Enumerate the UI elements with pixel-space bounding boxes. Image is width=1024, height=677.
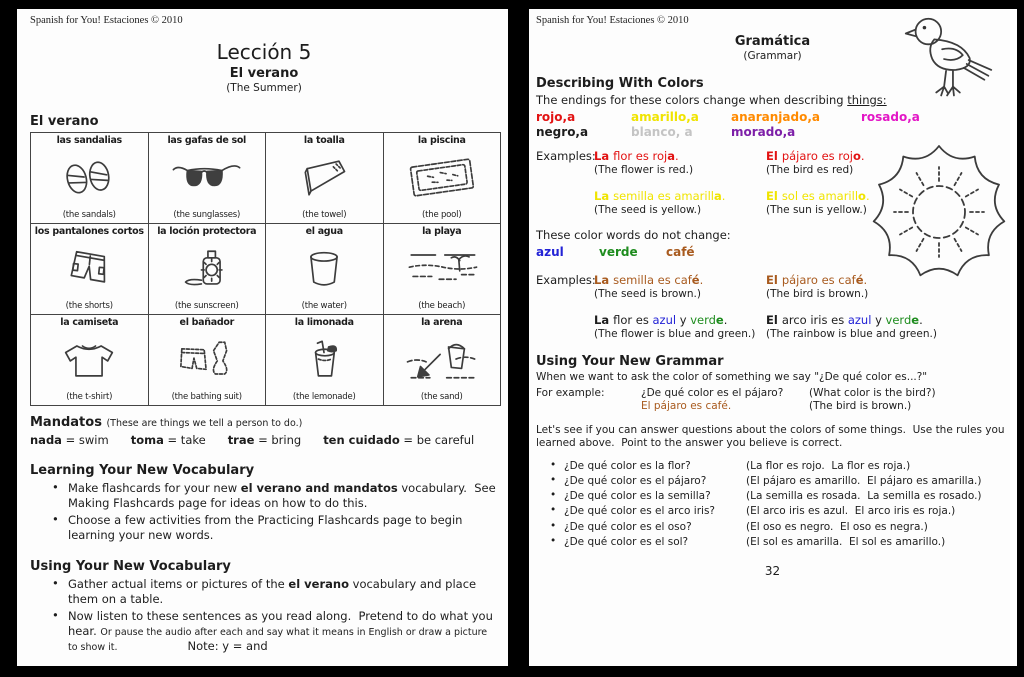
vocab-cell bbox=[266, 224, 384, 315]
water-icon bbox=[282, 237, 366, 301]
vocab-term-en: (the lemonade) bbox=[292, 392, 356, 402]
text-segment: = take bbox=[163, 433, 206, 447]
text-segment: pájaro es roj bbox=[781, 148, 853, 163]
text-segment: semilla es amarill bbox=[613, 188, 714, 203]
vocab-term-es: los pantalones cortos bbox=[34, 226, 144, 237]
lesson-subtitle-es: El verano bbox=[229, 66, 299, 81]
practice-question-list bbox=[550, 459, 1009, 550]
mandato-item bbox=[323, 433, 474, 447]
text-segment: . bbox=[699, 272, 704, 287]
vocab-term-en: (the sunscreen) bbox=[174, 301, 239, 311]
question-item bbox=[550, 489, 1009, 504]
vocab-cell bbox=[266, 315, 384, 406]
sandals-icon bbox=[47, 146, 131, 210]
sunglasses-icon bbox=[165, 146, 249, 210]
question-item bbox=[550, 520, 1009, 535]
vocab-cell bbox=[266, 133, 384, 224]
text-segment: ten cuidado bbox=[323, 433, 400, 447]
bullet-item bbox=[52, 577, 498, 606]
vocab-term-es: las sandalias bbox=[56, 135, 122, 146]
text-segment: vocabulary. See Making Flashcards page for ideas on how to do this. bbox=[68, 481, 500, 510]
text-segment: a bbox=[667, 148, 675, 163]
vocab-term-es: la playa bbox=[422, 226, 462, 237]
using-heading: Using Your New Vocabulary bbox=[30, 558, 231, 574]
right-page bbox=[529, 9, 1017, 666]
mandatos-heading bbox=[30, 415, 498, 430]
towel-icon bbox=[282, 146, 366, 210]
vocab-term-en: (the sand) bbox=[420, 392, 463, 402]
text-segment: o bbox=[858, 188, 866, 203]
example-en: (The flower is blue and green.) bbox=[594, 327, 756, 340]
text-segment: . bbox=[919, 312, 923, 327]
using-bullet-list bbox=[52, 577, 498, 654]
text-segment: é bbox=[691, 272, 700, 287]
sunscreen-icon bbox=[165, 237, 249, 301]
for-example-answer-en: (The bird is brown.) bbox=[809, 399, 912, 412]
page-number: 32 bbox=[764, 564, 781, 579]
vocab-term-es: el bañador bbox=[179, 317, 234, 328]
vocab-term-es: la camiseta bbox=[60, 317, 119, 328]
example-en: (The bird es red) bbox=[766, 163, 854, 176]
practice-intro: Let's see if you can answer questions about the colors of some things. Use the rules you learned above. Point to the answer you believe is correct. bbox=[536, 423, 1008, 450]
text-segment: el verano bbox=[288, 576, 349, 591]
sand-icon bbox=[400, 328, 484, 392]
vocab-cell bbox=[149, 224, 267, 315]
example-en: (The seed is brown.) bbox=[594, 287, 701, 300]
example-en: (The flower is red.) bbox=[594, 163, 694, 176]
grammar-title: Gramática bbox=[734, 34, 811, 49]
vocab-term-en: (the t-shirt) bbox=[66, 392, 113, 402]
vocab-cell bbox=[384, 224, 502, 315]
color-word: blanco, a bbox=[631, 124, 693, 139]
text-segment: e bbox=[911, 312, 920, 327]
text-segment: Choose a few activities from the Practicing Flashcards page to begin learning your new words. bbox=[68, 513, 467, 543]
examples-label bbox=[536, 189, 594, 216]
example-sentence bbox=[766, 313, 1009, 340]
answer-options: (La semilla es rosada. La semilla es rosado.) bbox=[746, 490, 982, 503]
text-segment: verd bbox=[885, 312, 912, 327]
text-segment: La bbox=[594, 312, 614, 327]
copyright-header: Spanish for You! Estaciones © 2010 bbox=[30, 15, 183, 26]
text-segment: y bbox=[676, 312, 691, 327]
for-example-question-en: (What color is the bird?) bbox=[809, 386, 936, 399]
text-segment: La bbox=[594, 148, 614, 163]
vocab-term-en: (the shorts) bbox=[65, 301, 113, 311]
for-example-question: ¿De qué color es el pájaro? bbox=[641, 386, 784, 399]
text-segment: . bbox=[863, 272, 868, 287]
question-es: • ¿De qué color es el pájaro? bbox=[564, 475, 707, 488]
shorts-icon bbox=[47, 237, 131, 301]
question-item bbox=[550, 535, 1009, 550]
for-example-answer: El pájaro es café. bbox=[641, 399, 732, 412]
changing-colors-row2 bbox=[536, 125, 1009, 139]
color-word: negro,a bbox=[536, 124, 589, 139]
example-en: (The sun is yellow.) bbox=[766, 203, 867, 216]
lesson-title: Lección 5 bbox=[216, 40, 312, 64]
example-sentence bbox=[594, 273, 766, 300]
bird-drawing-icon bbox=[891, 13, 1009, 113]
text-segment: = swim bbox=[61, 433, 109, 447]
grammar-section-heading: Using Your New Grammar bbox=[536, 353, 724, 369]
text-segment: . bbox=[865, 188, 870, 203]
text-segment: . bbox=[723, 312, 728, 327]
text-segment: y bbox=[871, 312, 886, 327]
vocab-cell bbox=[384, 133, 502, 224]
copyright-header: Spanish for You! Estaciones © 2010 bbox=[536, 15, 689, 26]
examples-label bbox=[536, 313, 594, 340]
example-es bbox=[594, 273, 766, 287]
text-segment: e bbox=[715, 312, 724, 327]
text-segment: things: bbox=[847, 93, 887, 107]
answer-options: (El sol es amarilla. El sol es amarillo.) bbox=[746, 535, 946, 548]
answer-options: (El arco iris es azul. El arco iris es roja.) bbox=[746, 505, 956, 518]
example-en: (The rainbow is blue and green.) bbox=[766, 327, 937, 340]
text-segment: semilla es caf bbox=[613, 272, 692, 287]
text-segment: Make flashcards for your new bbox=[68, 481, 241, 495]
text-segment: = bring bbox=[254, 433, 302, 447]
answer-options: (La flor es rojo. La flor es roja.) bbox=[746, 459, 911, 472]
example-sentence bbox=[594, 189, 766, 216]
vocab-table bbox=[30, 132, 501, 406]
mandatos-heading-label: Mandatos bbox=[30, 415, 102, 430]
text-segment: El bbox=[766, 312, 782, 327]
question-item bbox=[550, 504, 1009, 519]
text-segment: verd bbox=[690, 312, 716, 327]
vocab-cell bbox=[31, 133, 149, 224]
text-segment: . bbox=[674, 148, 679, 163]
for-example-label: For example: bbox=[536, 386, 605, 399]
describing-heading: Describing With Colors bbox=[536, 76, 704, 91]
vocab-cell bbox=[31, 224, 149, 315]
example-es bbox=[594, 189, 766, 203]
example-es bbox=[766, 313, 1009, 327]
vocab-cell bbox=[384, 315, 502, 406]
text-segment: nada bbox=[30, 433, 62, 447]
vocab-term-en: (the pool) bbox=[422, 210, 462, 220]
color-word: café bbox=[666, 244, 695, 259]
answer-options: (El oso es negro. El oso es negra.) bbox=[746, 520, 928, 533]
vocab-term-es: el agua bbox=[305, 226, 343, 237]
text-segment: = be careful bbox=[399, 433, 475, 447]
beach-icon bbox=[400, 237, 484, 301]
text-segment: azul bbox=[652, 312, 677, 327]
learning-bullet-list bbox=[52, 481, 498, 543]
color-word: amarillo,a bbox=[631, 109, 699, 124]
text-segment: o bbox=[853, 148, 861, 163]
examples-label: Examples: bbox=[536, 148, 596, 163]
question-item bbox=[550, 459, 1009, 474]
question-es: • ¿De qué color es el oso? bbox=[564, 520, 692, 533]
text-segment: La bbox=[594, 188, 614, 203]
lesson-subtitle-en: (The Summer) bbox=[226, 82, 302, 94]
example-en: (The seed is yellow.) bbox=[594, 203, 702, 216]
tshirt-icon bbox=[47, 328, 131, 392]
vocab-term-es: la toalla bbox=[303, 135, 345, 146]
color-word: azul bbox=[536, 244, 564, 259]
text-segment: a bbox=[713, 188, 722, 203]
example-es bbox=[594, 149, 766, 163]
question-es: • ¿De qué color es la semilla? bbox=[564, 490, 711, 503]
question-item bbox=[550, 474, 1009, 489]
bullet-item bbox=[52, 513, 498, 542]
answer-options: (El pájaro es amarillo. El pájaro es amarilla.) bbox=[746, 475, 982, 488]
text-segment: Note: y = and bbox=[187, 639, 268, 654]
bullet-item bbox=[52, 481, 498, 510]
text-segment: azul bbox=[847, 312, 872, 327]
vocab-cell bbox=[149, 315, 267, 406]
question-es: • ¿De qué color es el arco iris? bbox=[564, 505, 715, 518]
example-en: (The bird is brown.) bbox=[766, 287, 869, 300]
vocab-section-heading: El verano bbox=[30, 114, 99, 129]
text-segment: arco iris es bbox=[781, 312, 848, 327]
vocab-term-en: (the sunglasses) bbox=[173, 210, 241, 220]
unchanging-intro: These color words do not change: bbox=[536, 227, 731, 242]
text-segment: El bbox=[766, 148, 782, 163]
question-es: • ¿De qué color es el sol? bbox=[564, 535, 689, 548]
text-segment: The endings for these colors change when describing bbox=[536, 93, 848, 107]
for-example-block bbox=[536, 387, 1009, 412]
text-segment: Gather actual items or pictures of the bbox=[68, 576, 289, 591]
mandatos-list bbox=[30, 433, 498, 447]
color-word: rojo,a bbox=[536, 109, 576, 124]
text-segment: flor es roj bbox=[613, 148, 668, 163]
example-sentence bbox=[594, 149, 766, 176]
text-segment: vocabulary and place them on a table. bbox=[68, 576, 480, 606]
vocab-term-es: la arena bbox=[421, 317, 463, 328]
vocab-term-es: la limonada bbox=[294, 317, 354, 328]
pool-icon bbox=[400, 146, 484, 210]
left-page bbox=[17, 9, 508, 666]
vocab-term-en: (the bathing suit) bbox=[171, 392, 242, 402]
vocab-term-es: la loción protectora bbox=[157, 226, 257, 237]
mandato-item bbox=[131, 433, 206, 447]
text-segment: pájaro es caf bbox=[781, 272, 856, 287]
example-es bbox=[594, 313, 766, 327]
vocab-term-es: la piscina bbox=[417, 135, 466, 146]
mandatos-heading-note: (These are things we tell a person to do.) bbox=[106, 418, 303, 429]
ask-intro: When we want to ask the color of something we say "¿De qué color es...?" bbox=[536, 370, 928, 383]
sun-drawing-icon bbox=[860, 142, 1015, 284]
text-segment: el verano and mandatos bbox=[240, 481, 398, 495]
color-word: rosado,a bbox=[861, 109, 920, 124]
examples-label: Examples: bbox=[536, 272, 596, 287]
vocab-term-en: (the water) bbox=[301, 301, 347, 311]
vocab-term-en: (the beach) bbox=[418, 301, 466, 311]
text-segment: . bbox=[860, 148, 865, 163]
vocab-cell bbox=[149, 133, 267, 224]
color-word: verde bbox=[599, 244, 638, 259]
text-segment: Now listen to these sentences as you read along. Pretend to do what you hear. bbox=[68, 609, 497, 639]
text-segment: Or pause the audio after each and say what it means in English or draw a picture to show it. bbox=[68, 627, 491, 654]
vocab-term-en: (the sandals) bbox=[62, 210, 116, 220]
text-segment: trae bbox=[227, 433, 255, 447]
text-segment: La bbox=[594, 272, 614, 287]
grammar-title-en: (Grammar) bbox=[743, 50, 802, 62]
mandato-item bbox=[228, 433, 302, 447]
text-segment: é bbox=[855, 272, 864, 287]
vocab-cell bbox=[31, 315, 149, 406]
text-segment: El bbox=[766, 188, 782, 203]
text-segment: toma bbox=[130, 433, 164, 447]
lemonade-icon bbox=[282, 328, 366, 392]
text-segment: sol es amarill bbox=[781, 188, 859, 203]
text-segment: flor es bbox=[613, 312, 653, 327]
mandato-item bbox=[30, 433, 109, 447]
bullet-item bbox=[52, 609, 498, 654]
bathingsuit-icon bbox=[165, 328, 249, 392]
color-word: anaranjado,a bbox=[731, 109, 820, 124]
question-es: • ¿De qué color es la flor? bbox=[564, 459, 691, 472]
vocab-term-en: (the towel) bbox=[302, 210, 347, 220]
example-sentence bbox=[594, 313, 766, 340]
text-segment: . bbox=[721, 188, 726, 203]
learning-heading: Learning Your New Vocabulary bbox=[30, 463, 255, 478]
vocab-term-es: las gafas de sol bbox=[167, 135, 247, 146]
color-word: morado,a bbox=[731, 124, 796, 139]
text-segment: El bbox=[766, 272, 782, 287]
